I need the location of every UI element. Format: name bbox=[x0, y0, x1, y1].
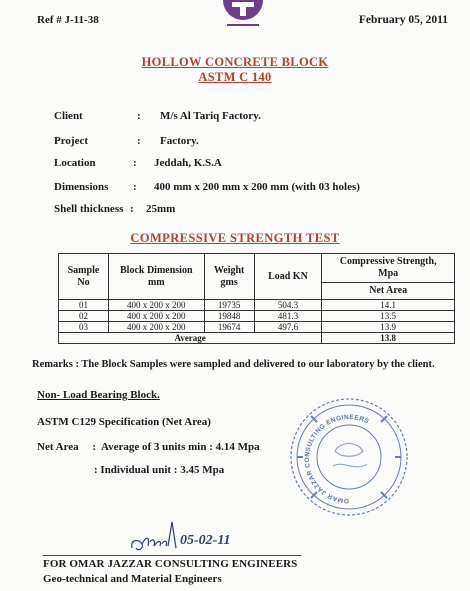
cell-weight: 19674 bbox=[204, 322, 254, 333]
dimensions-colon: : bbox=[133, 181, 137, 193]
net-area-average: Net Area : Average of 3 units min : 4.14 Mpa bbox=[37, 441, 260, 453]
header-strength: Compressive Strength, Mpa bbox=[322, 254, 455, 283]
cell-strength: 13.5 bbox=[322, 311, 455, 322]
spec-text: ASTM C129 Specification (Net Area) bbox=[37, 416, 211, 428]
cell-load: 504.3 bbox=[254, 300, 322, 311]
cell-load: 497.6 bbox=[254, 322, 322, 333]
project-label: Project bbox=[54, 135, 88, 147]
cell-dimension: 400 x 200 x 200 bbox=[108, 311, 204, 322]
average-value: 13.8 bbox=[322, 333, 455, 344]
results-table bbox=[58, 253, 455, 344]
cell-weight: 19848 bbox=[204, 311, 254, 322]
signature-line bbox=[43, 555, 301, 556]
table-row bbox=[59, 300, 455, 311]
client-value: M/s Al Tariq Factory. bbox=[160, 110, 261, 122]
client-colon: : bbox=[137, 110, 141, 122]
header-block-dimension: Block Dimension mm bbox=[108, 254, 204, 300]
location-value: Jeddah, K.S.A bbox=[154, 157, 222, 169]
report-date: February 05, 2011 bbox=[358, 14, 448, 26]
signature-date: 05-02-11 bbox=[180, 533, 231, 548]
cell-strength: 13.9 bbox=[322, 322, 455, 333]
footer-company: FOR OMAR JAZZAR CONSULTING ENGINEERS bbox=[43, 558, 298, 570]
cell-sample: 01 bbox=[59, 300, 109, 311]
location-label: Location bbox=[54, 157, 96, 169]
location-colon: : bbox=[133, 157, 137, 169]
test-title: COMPRESSIVE STRENGTH TEST bbox=[130, 231, 340, 245]
net-area-individual: : Individual unit : 3.45 Mpa bbox=[94, 464, 225, 476]
project-colon: : bbox=[137, 135, 141, 147]
cell-strength: 14.1 bbox=[322, 300, 455, 311]
remarks-text: Remarks : The Block Samples were sampled and delivered to our laboratory by the client. bbox=[32, 359, 435, 370]
header-weight: Weight gms bbox=[204, 254, 254, 300]
average-row bbox=[59, 333, 455, 344]
header-net-area: Net Area bbox=[322, 283, 455, 300]
cell-weight: 19735 bbox=[204, 300, 254, 311]
table-row bbox=[59, 322, 455, 333]
header-load: Load KN bbox=[254, 254, 322, 300]
signature bbox=[128, 518, 268, 558]
company-stamp bbox=[283, 396, 415, 518]
dimensions-label: Dimensions bbox=[54, 181, 109, 193]
dimensions-value: 400 mm x 200 mm x 200 mm (with 03 holes) bbox=[154, 181, 360, 193]
report-standard: ASTM C 140 bbox=[198, 70, 272, 84]
cell-sample: 02 bbox=[59, 311, 109, 322]
shell-thickness-value: 25mm bbox=[146, 203, 176, 215]
cell-dimension: 400 x 200 x 200 bbox=[108, 300, 204, 311]
shell-thickness-colon: : bbox=[130, 203, 134, 215]
project-value: Factory. bbox=[160, 135, 199, 147]
cell-dimension: 400 x 200 x 200 bbox=[108, 322, 204, 333]
table-row bbox=[59, 311, 455, 322]
client-label: Client bbox=[54, 110, 83, 122]
cell-load: 481.3 bbox=[254, 311, 322, 322]
header-sample: Sample No bbox=[59, 254, 109, 300]
cell-sample: 03 bbox=[59, 322, 109, 333]
footer-subtitle: Geo-technical and Material Engineers bbox=[43, 573, 222, 585]
stamp-text: OMAR JAZZAR CONSULTING ENGINEERS bbox=[303, 413, 371, 505]
reference-number: Ref # J-11-38 bbox=[37, 14, 99, 26]
average-label: Average bbox=[59, 333, 322, 344]
shell-thickness-label: Shell thickness bbox=[54, 203, 124, 215]
company-logo-icon bbox=[221, 0, 265, 32]
non-load-bearing-heading: Non- Load Bearing Block. bbox=[37, 389, 160, 401]
report-title: HOLLOW CONCRETE BLOCK bbox=[141, 55, 329, 69]
